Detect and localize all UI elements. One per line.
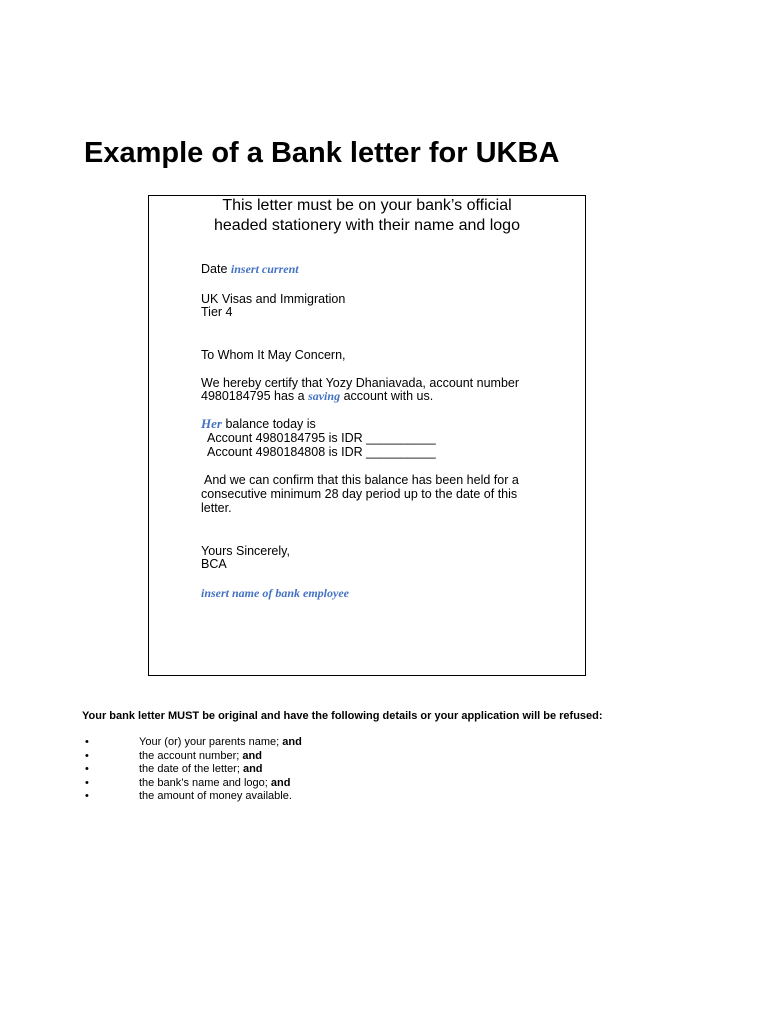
account-type-placeholder: saving [308,389,341,403]
balance-intro: balance today is [225,417,316,431]
list-item [82,763,302,777]
list-item-text: Your (or) your parents name; [139,736,280,748]
list-item-text: the amount of money available. [139,790,292,802]
bullet-icon: • [85,749,89,762]
confirm-line-3: letter. [201,501,232,515]
certify-line-2-post: account with us. [343,389,434,403]
bullet-icon: • [85,790,89,802]
list-item-conj: and [270,776,291,789]
list-item-text: the bank’s name and logo; [139,776,268,789]
recipient-line-2: Tier 4 [201,305,233,319]
requirements-list [82,736,302,804]
bullet-icon: • [85,776,89,789]
employee-name-placeholder: insert name of bank employee [201,586,349,600]
requirements-heading: Your bank letter MUST be original and have the following details or your application will be refused: [82,710,603,722]
list-item-conj: and [242,763,263,775]
employee-name-line [201,586,349,600]
recipient-line-1: UK Visas and Immigration [201,292,346,306]
bank-name: BCA [201,557,227,571]
list-item-conj: and [242,749,262,762]
stationery-line-2: headed stationery with their name and logo [214,217,520,234]
date-label: Date [201,262,228,276]
date-placeholder: insert current [230,262,299,276]
bullet-icon: • [85,763,89,775]
date-line [201,262,299,276]
list-item-conj: and [282,736,302,748]
account-line-1: Account 4980184795 is IDR __________ [207,431,436,445]
balance-intro-line [201,417,316,431]
account-line-2: Account 4980184808 is IDR __________ [207,445,436,459]
list-item [82,736,302,750]
list-item [82,777,302,791]
page-title: Example of a Bank letter for UKBA [84,137,560,169]
certify-line-1: We hereby certify that Yozy Dhaniavada, account number [201,376,520,390]
pronoun-placeholder: Her [201,416,222,431]
closing: Yours Sincerely, [201,544,290,558]
stationery-line-1: This letter must be on your bank’s official [222,197,512,214]
list-item [82,750,302,764]
salutation: To Whom It May Concern, [201,348,346,362]
list-item-text: the account number; [139,749,240,762]
certify-line-2-pre: 4980184795 has a [201,389,305,403]
list-item-text: the date of the letter; [139,763,240,775]
stationery-notice [149,196,585,236]
bullet-icon: • [85,736,89,748]
certify-line-2 [201,389,433,403]
list-item [82,790,302,804]
confirm-line-2: consecutive minimum 28 day period up to the date of this [201,487,518,501]
confirm-line-1: And we can confirm that this balance has been held for a [204,473,519,487]
letter-template-box [148,195,586,676]
